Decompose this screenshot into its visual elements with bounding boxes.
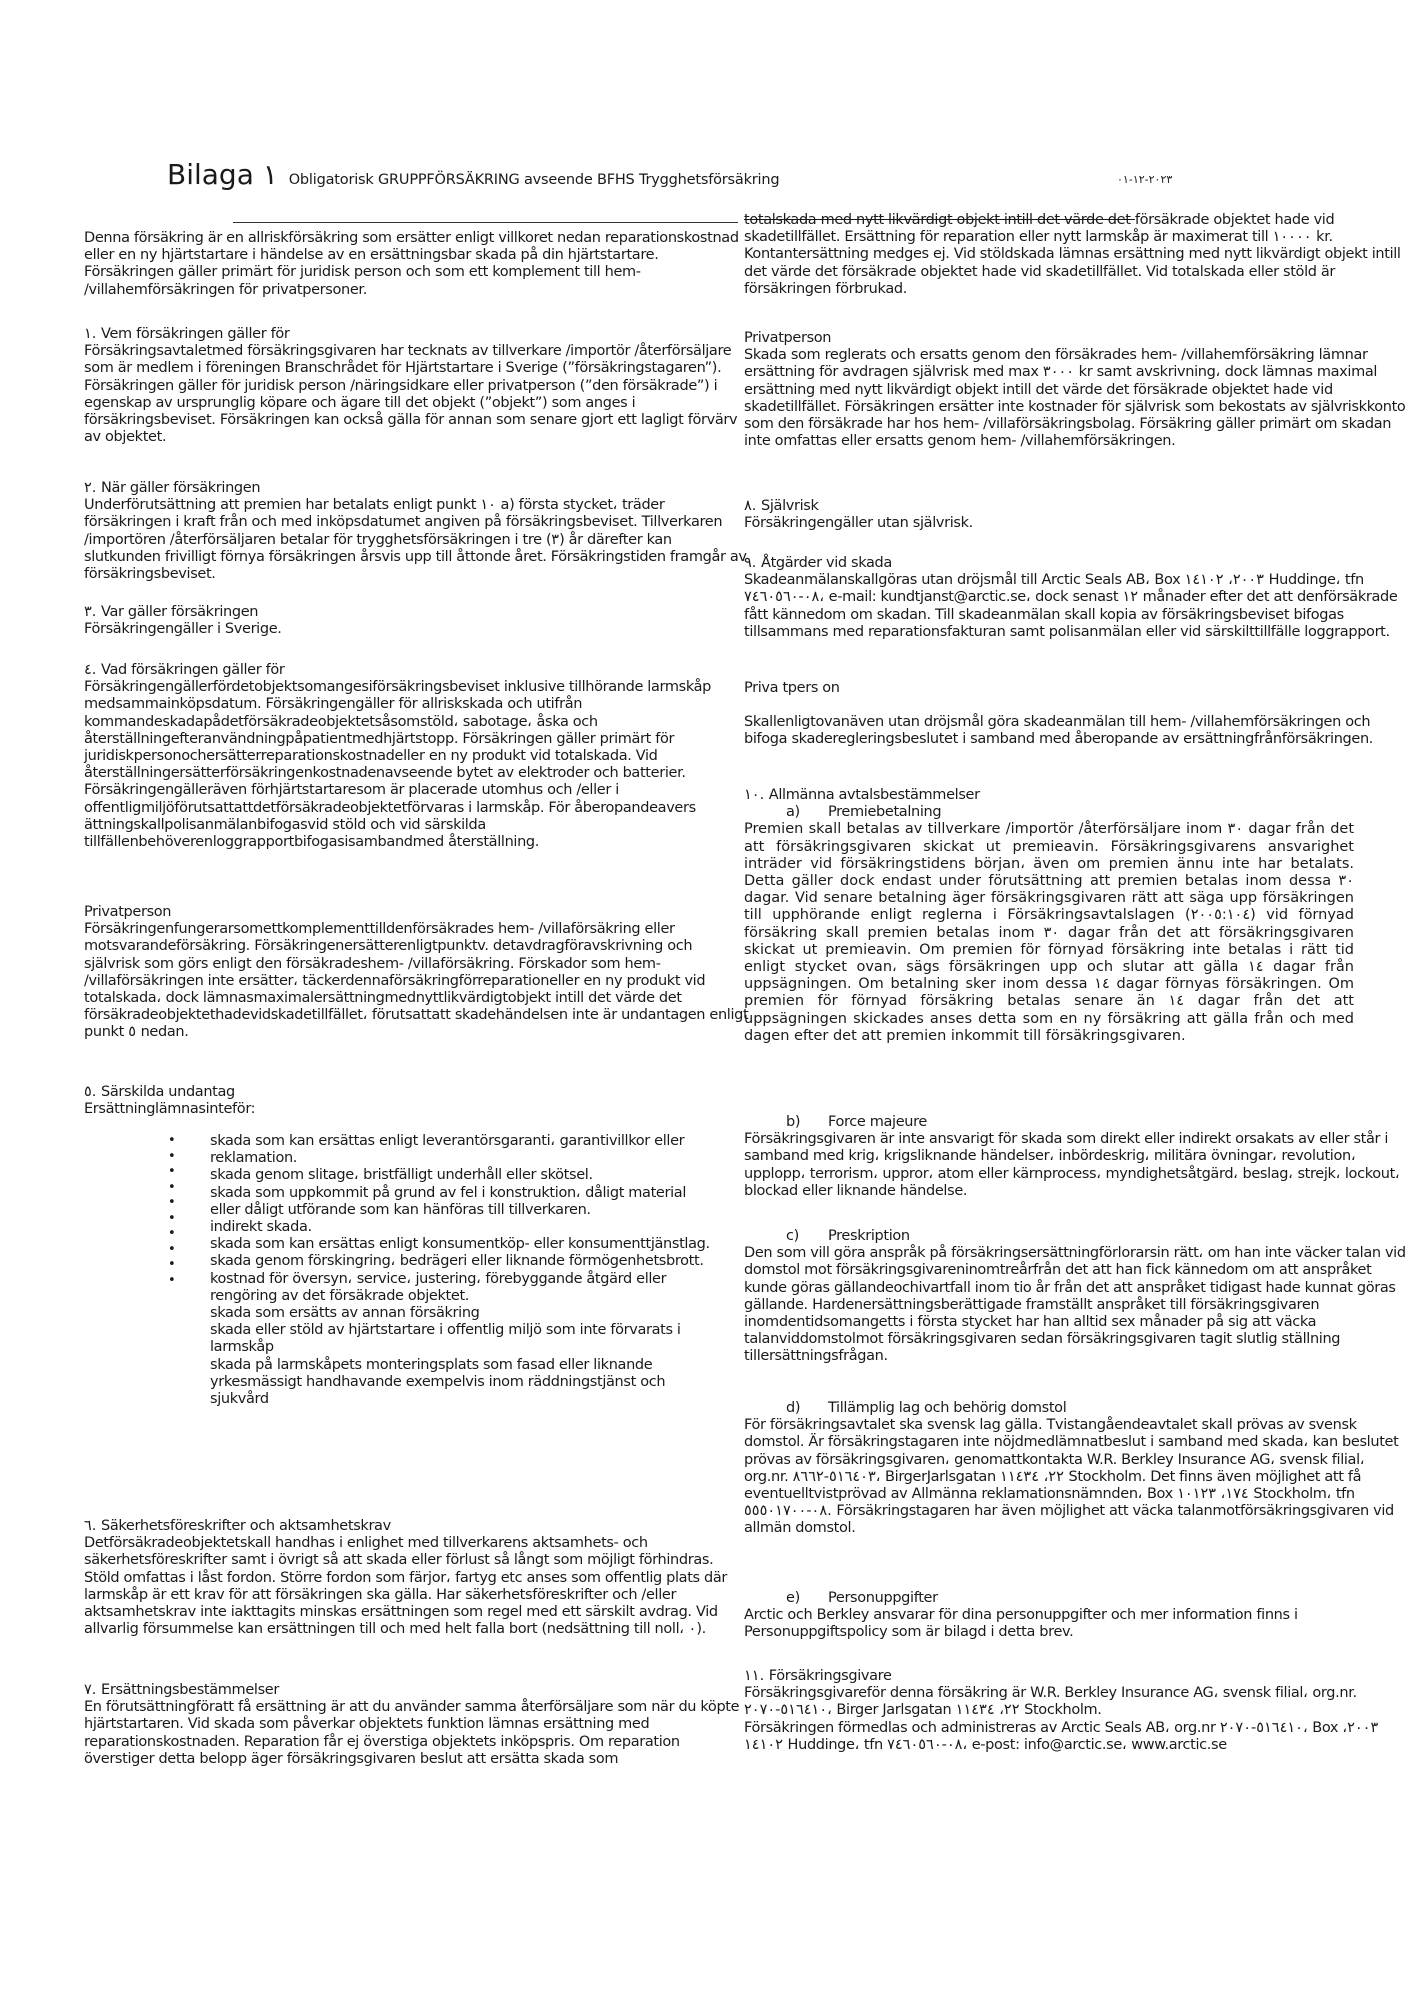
subsection-a-body: Premien skall betalas av tillverkare /importör /återförsäljare inom ٣٠ dagar från det att försäkringsgivaren skickat ut premieavin. Försäkringsgivarens ansvarighet inträder vid försäkringstidens början، även om premien ännu inte har betalats. Detta gäller dock endast under förutsättning att premien betalas inom dessa ٣٠ dagar. Vid senare betalning äger försäkringsgivaren rätt att säga upp försäkringen till upphörande enligt reglerna i Försäkringsavtalslagen (٢٠٠٥:١٠٤) vid förnyad försäkring skall premien betalas inom ٣٠ dagar från det att försäkringsgivaren skickat ut premieavin. Om premien för förnyad försäkring inte betalas i rätt tid enligt stycket ovan، sägs försäkringen upp och slutar att gälla ١٤ dagar från uppsägningen. Om betalning sker inom dessa ١٤ dagar förnyas försäkringen. Om premien för förnyad försäkring betalas senare än ١٤ dagar från det att uppsägningen skickades anses detta som en ny försäkring att gälla från och med dagen efter det att premien inkommit till försäkringsgivaren.: [744, 821, 1355, 1044]
section-heading: ١. Vem försäkringen gäller för: [84, 326, 290, 342]
section-10-c: [744, 1228, 1406, 1366]
subsection-e-heading: [744, 1590, 1406, 1607]
subsection-heading: Privatperson: [744, 330, 832, 346]
subsection-e-body: Arctic och Berkley ansvarar för dina personuppgifter och mer information finns i Personuppgiftspolicy som är bilagd i detta brev.: [744, 1607, 1298, 1641]
intro-text: Denna försäkring är en allriskförsäkring som ersätter enligt villkoret nedan reparationskostnad eller en ny hjärtstartare i händelse av en ersättningsbar skada på din hjärtstartare. Försäkringen gäller primärt för juridisk person och som ett komplement till hem- /villahemförsäkringen för privatpersoner.: [84, 230, 739, 298]
section-heading: ٩. Åtgärder vid skada: [744, 555, 892, 571]
section-body: Skadeanmälanskallgöras utan dröjsmål till Arctic Seals AB، Box ٢٠٠٣، ١٤١٠٢ Huddinge، tfn ٠٨-٧٤٦٠٥٦٠، e-mail: kundtjanst@arctic.se، dock senast ١٢ månader efter det att denförsäkrade fått kännedom om skadan. Till skadeanmälan skall kopia av försäkringsbeviset bifogas tillsammans med reparationsfakturan samt polisanmälan eller vid särskilttillfälle loggrapport.: [744, 572, 1398, 640]
subsection-body: Skada som reglerats och ersatts genom den försäkrades hem- /villahemförsäkring lämnar ersättning för avdragen självrisk med max ٣٠٠٠ kr samt avskrivning، dock lämnas maximal ersättning med nytt likvärdigt objekt intill det värde det försäkrade objektet hade vid skadetillfället. Försäkringen ersätter inte kostnader för självrisk som bekostats av självriskkonto som den försäkrade har hos hem- /villaförsäkringsbolag. Försäkring gäller primärt om skadan inte omfattas eller ersatts genom hem- /villahemförsäkringen.: [744, 347, 1406, 450]
body-text: försäkrade objektet hade vid skadetillfället. Ersättning för reparation eller nytt larmskåp är maximerat till ١٠٠٠٠ kr. Kontantersättning medges ej. Vid stöldskada lämnas ersättning med nytt likvärdigt objekt intill det värde det försäkrade objektet hade vid skadetillfället. Vid totalskada eller stöld är försäkringen förbrukad.: [744, 212, 1401, 297]
section-9-privatperson: [744, 680, 1406, 749]
title-main: Bilaga ١: [167, 158, 278, 191]
bullet-icon: •: [168, 1257, 176, 1272]
section-3: [84, 604, 752, 638]
bullet-icon: •: [168, 1179, 176, 1195]
section-heading: ٧. Ersättningsbestämmelser: [84, 1682, 279, 1698]
section-8: [744, 498, 1406, 532]
list-item: skada som ersätts av annan försäkring: [210, 1305, 480, 1322]
subsection-title: Premiebetalning: [828, 804, 942, 821]
section-body: [744, 212, 1406, 298]
subsection-title: Tillämplig lag och behörig domstol: [828, 1400, 1067, 1416]
subsection-heading: Privatperson: [84, 904, 172, 920]
document-date: ٢٠٢٣-١٢-٠١: [1117, 173, 1173, 186]
list-item: skada som kan ersättas enligt leverantörsgaranti، garantivillkor eller reklamation.: [210, 1133, 685, 1167]
bullet-icon: •: [168, 1226, 176, 1241]
bullet-icon: •: [168, 1148, 176, 1164]
section-heading: ٣. Var gäller försäkringen: [84, 604, 259, 620]
subsection-c-heading: [744, 1228, 1406, 1245]
section-7-privatperson: [744, 330, 1406, 450]
section-body: Försäkringengäller utan självrisk.: [744, 515, 973, 532]
section-10: [744, 787, 1406, 1045]
section-9: [744, 555, 1406, 641]
list-item: skada som kan ersättas enligt konsumentköp- eller konsumenttjänstlag.: [210, 1236, 710, 1253]
section-body: Underförutsättning att premien har betalats enligt punkt ١٠ a) första stycket، träder försäkringen i kraft från och med inköpsdatumet angiven på försäkringsbeviset. Tillverkaren /importören /återförsäljaren betalar för trygghetsförsäkringen i tre (٣) år därefter kan slutkunden frivilligt förnya försäkringen årsvis upp till åttonde året. Försäkringstiden framgår av försäkringsbeviset.: [84, 497, 747, 583]
section-7: [84, 1682, 752, 1768]
subsection-letter: d): [786, 1400, 801, 1416]
section-6: [84, 1518, 752, 1638]
subsection-title: Force majeure: [828, 1114, 928, 1130]
subsection-d-heading: [744, 1400, 1406, 1417]
section-10-d: [744, 1400, 1406, 1538]
bullet-icon: •: [168, 1241, 176, 1257]
subsection-c-body: Den som vill göra anspråk på försäkringsersättningförlorarsin rätt، om han inte väcker talan vid domstol mot försäkringsgivareninomtreårfrån det att han fick kännedom om att anspråket kunde göras gällandeochivartfall inom tio år från det att anspråket tidigast hade kunnat göras gällande. Hardenersättningsberättigade framställt anspråket till försäkringsgivaren inomdentidsomangetts i första stycket har han alltid sex månader på sig att väcka talanviddomstolmot försäkringsgivaren sedan försäkringsgivaren tagit slutlig ställning tillersättningsfrågan.: [744, 1245, 1406, 1365]
list-item: skada eller stöld av hjärtstartare i offentlig miljö som inte förvarats i larmskåp: [210, 1322, 681, 1356]
bullet-icon: •: [168, 1210, 176, 1226]
bullet-icon: •: [168, 1272, 176, 1288]
subsection-letter: c): [786, 1228, 799, 1244]
section-body: Försäkringengällerfördetobjektsomangesiförsäkringsbeviset inklusive tillhörande larmskåp medsammainköpsdatum. Försäkringengäller för allriskskada och utifrån kommandeskadapådetförsäkradeobjektetsåsomstöld، sabotage، åska och återställningefteranvändningpåpatientmedhjärtstopp. Försäkringen gäller primärt för juridiskpersonochersätterreparationskostnadeller en ny produkt vid totalskada. Vid återställningersätterförsäkringenkostnadenavseende bytet av elektroder och batterier. Försäkringengälleräven förhjärtstartaresom är placerade utomhus och /eller i offentligmiljöförutsattattdetförsäkradeobjektetförvaras i larmskåp. För åberopandeavers ättningskallpolisanmälanbifogasvid stöld och vid särskilda tillfällenbehöverenloggrapportbifogasisambandmed återställning.: [84, 679, 712, 851]
subsection-heading: Priva tpers on: [744, 680, 840, 696]
section-heading: ١١. Försäkringsgivare: [744, 1668, 892, 1684]
section-7-continued: [744, 212, 1406, 298]
section-10-e: [744, 1590, 1406, 1642]
subsection-letter: b): [786, 1114, 801, 1130]
section-4: [84, 662, 752, 851]
list-item: skada genom förskingring، bedrägeri eller liknande förmögenhetsbrott.: [210, 1253, 704, 1270]
section-body: Försäkringengäller i Sverige.: [84, 621, 282, 638]
list-item: kostnad för översyn، service، justering، förebyggande åtgärd eller rengöring av det försäkrade objektet.: [210, 1270, 667, 1304]
section-heading: ١٠. Allmänna avtalsbestämmelser: [744, 787, 980, 803]
exclusions-list: [84, 1133, 710, 1408]
exclusions-list-wrapper: [84, 1133, 744, 1408]
insurer-details: Försäkringsgivareför denna försäkring är W.R. Berkley Insurance AG، svensk filial، org.nr. ٥١٦٤١٠-٢٠٧٠، Birger Jarlsgatan ٢٢، ١١٤٣٤ Stockholm.: [744, 1685, 1357, 1719]
section-11: [744, 1668, 1406, 1754]
section-10-b: [744, 1114, 1406, 1200]
subsection-body: Skallenligtovanäven utan dröjsmål göra skadeanmälan till hem- /villahemförsäkringen och bifoga skaderegleringsbeslutet i samband med åberopande av ersättningfrånförsäkringen.: [744, 714, 1374, 748]
section-heading: ٢. När gäller försäkringen: [84, 480, 261, 496]
subsection-letter: e): [786, 1590, 800, 1606]
list-item: skada på larmskåpets monteringsplats som fasad eller liknande yrkesmässigt handhavande exempelvis inom räddningstjänst och sjukvård: [210, 1356, 666, 1408]
document-title: [167, 158, 779, 197]
bullet-icon: •: [168, 1195, 176, 1210]
administrator-details: Försäkringen förmedlas och administreras av Arctic Seals AB، org.nr ٥١٦٤١٠-٢٠٧٠، Box ٢٠٠٣، ١٤١٠٢ Huddinge، tfn ٠٨-٧٤٦٠٥٦٠، e-post: info@arctic.se، www.arctic.se: [744, 1719, 1379, 1753]
section-body: Detförsäkradeobjektetskall handhas i enlighet med tillverkarens aktsamhets- och säkerhetsföreskrifter samt i övrigt så att skada eller förlust så långt som möjligt förhindras. Stöld omfattas i låst fordon. Större fordon som färjor، fartyg etc anses som offentlig plats där larmskåp är ett krav för att försäkringen ska gälla. Har säkerhetsföreskrifter och /eller aktsamhetskrav inte iakttagits minskas ersättningen som regel med ett särskilt avdrag. Vid allvarlig försummelse kan ersättningen till och med helt falla bort (nedsättning till noll، ٠).: [84, 1535, 727, 1638]
bullet-icon: •: [168, 1133, 176, 1148]
section-heading: ٨. Självrisk: [744, 498, 819, 514]
title-subtitle: Obligatorisk GRUPPFÖRSÄKRING avseende BFHS Trygghetsförsäkring: [288, 172, 780, 188]
list-item: indirekt skada.: [210, 1219, 312, 1236]
section-2: [84, 480, 752, 583]
section-4-privatperson: [84, 904, 752, 1042]
header-divider: [233, 222, 738, 223]
section-heading: ٦. Säkerhetsföreskrifter och aktsamhetskrav: [84, 1518, 391, 1534]
section-heading: ٤. Vad försäkringen gäller för: [84, 662, 285, 678]
section-1: [84, 326, 752, 446]
list-item: skada som uppkommit på grund av fel i konstruktion، dåligt material eller dåligt utförande som kan hänföras till tillverkaren.: [210, 1184, 687, 1218]
subsection-body: Försäkringenfungerarsomettkomplementtilldenförsäkrades hem- /villaförsäkring eller motsvarandeförsäkring. Försäkringenersätterenligtpunktv. detavdragföravskrivning och självrisk som görs enligt den försäkradeshem- /villaförsäkring. Förskador som hem- /villaförsäkringen inte ersätter، täckerdennaförsäkringförreparationeller en ny produkt vid totalskada، dock lämnasmaximalersättningmednyttlikvärdigtobjekt intill det värde det försäkradeobjektethadevidskadetillfället، förutsattatt skadehändelsen inte är undantagen enligt punkt ٥ nedan.: [84, 921, 749, 1041]
section-heading: ٥. Särskilda undantag: [84, 1084, 235, 1100]
list-item: skada genom slitage، bristfälligt underhåll eller skötsel.: [210, 1167, 593, 1184]
subsection-d-body: För försäkringsavtalet ska svensk lag gälla. Tvistangåendeavtalet skall prövas av svensk domstol. Är försäkringstagaren inte nöjdmedlämnatbeslut i samband med skada، kan beslutet prövas av försäkringsgivaren، genomattkontakta W.R. Berkley Insurance AG، svensk filial، org.nr. ٥١٦٤٠٣-٨٦٦٢، BirgerJarlsgatan ٢٢، ١١٤٣٤ Stockholm. Det finns även möjlighet att få eventuelltvistprövad av Allmänna reklamationsnämnden، Box ١٧٤، ١٠١٢٣ Stockholm، tfn ٠٨-٥٥٥٠١٧٠٠. Försäkringstagaren har även möjlighet att väcka talanmotförsäkringsgivaren vid allmän domstol.: [744, 1417, 1399, 1537]
struck-text: totalskada med nytt likvärdigt objekt intill det värde det: [744, 212, 1135, 228]
subsection-a-heading: [744, 804, 1406, 821]
subsection-letter: a): [786, 804, 800, 821]
section-intro: Ersättninglämnasinteför:: [84, 1101, 256, 1118]
subsection-title: Preskription: [828, 1228, 910, 1244]
subsection-b-heading: [744, 1114, 1406, 1131]
section-5: [84, 1084, 752, 1118]
intro-paragraph: [84, 230, 752, 299]
bullet-icon: •: [168, 1164, 176, 1179]
section-body: En förutsättningföratt få ersättning är att du använder samma återförsäljare som när du köpte hjärtstartaren. Vid skada som påverkar objektets funktion lämnas ersättning med reparationskostnaden. Reparation får ej överstiga objektets inköpspris. Om reparation överstiger detta belopp äger försäkringsgivaren beslut att ersätta skada som: [84, 1699, 740, 1767]
subsection-b-body: Försäkringsgivaren är inte ansvarigt för skada som direkt eller indirekt orsakats av eller står i samband med krig، krigsliknande händelser، inbördeskrig، militära övningar، revolution، upplopp، terrorism، uppror، atom eller kärnprocess، myndighetsåtgärd، beslag، strejk، lockout، blockad eller liknande händelse.: [744, 1131, 1400, 1199]
subsection-title: Personuppgifter: [828, 1590, 938, 1606]
section-body: Försäkringsavtaletmed försäkringsgivaren har tecknats av tillverkare /importör /återförsäljare som är medlem i föreningen Branschrådet för Hjärtstartare i Sverige (”försäkringstagaren”). Försäkringen gäller för juridisk person /näringsidkare eller privatperson (”den försäkrade”) i egenskap av ursprunglig köpare och ägare till det objekt (”objekt”) som anges i försäkringsbeviset. Försäkringen kan också gälla för annan som senare gjort ett lagligt förvärv av objektet.: [84, 343, 738, 446]
